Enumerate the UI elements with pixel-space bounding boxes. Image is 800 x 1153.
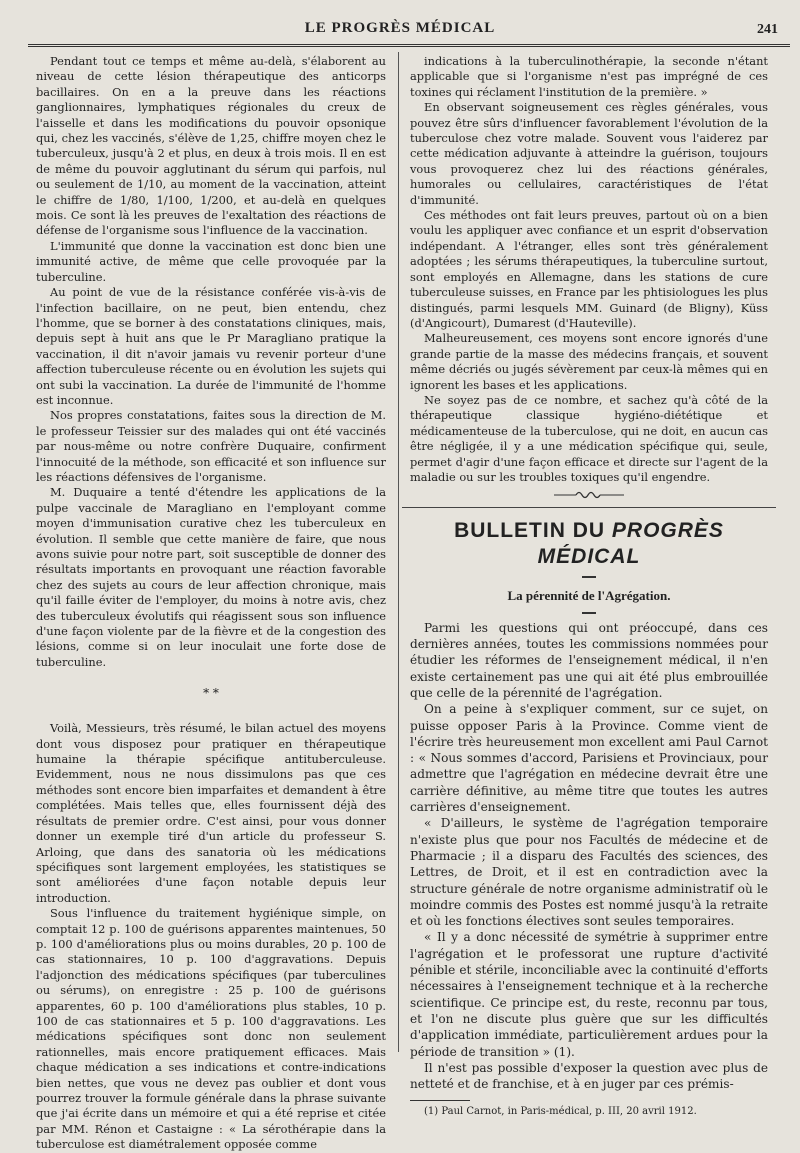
bulletin-title (410, 518, 768, 570)
page-number: 241 (757, 22, 778, 37)
paragraph: Au point de vue de la résistance conférée vis-à-vis de l'infection bacillaire, on ne peut, bien entendu, chez l'homme, que se borner à des constatations cliniques, mais, depuis sept à huit ans que le Pr Maragliano pratique la vaccination, il dit n'avoir jamais vu revenir porteur d'une affection tuberculeuse récente ou en évolution les sujets qui ont subi la vaccination. La durée de l'immunité de l'homme est inconnue. (36, 285, 386, 407)
paragraph: On a peine à s'expliquer comment, sur ce sujet, on puisse opposer Paris à la Province. Comme vient de l'écrire très heureusement mon excellent ami Paul Carnot : « Nous sommes d'accord, Parisiens et Provinciaux, pour admettre que l'agrégation en médecine devrait être une carrière définitive, au même titre que toutes les autres carrières d'enseignement. (410, 702, 768, 815)
short-rule (582, 576, 596, 578)
section-heading: La pérennité de l'Agrégation. (507, 588, 671, 604)
paragraph: indications à la tuberculinothérapie, la seconde n'étant applicable que si l'organisme n'est pas imprégné de ces toxines qui réclament l'institution de la première. » (410, 54, 768, 99)
running-title: LE PROGRÈS MÉDICAL (304, 20, 496, 36)
paragraph: L'immunité que donne la vaccination est donc bien une immunité active, de même que celle provoquée par la tuberculine. (36, 238, 386, 284)
paragraph: Pendant tout ce temps et même au-delà, s'élaborent au niveau de cette lésion thérapeutique des anticorps bacillaires. On en a la preuve dans les réactions ganglionnaires, lymphatiques régionales du creux de l'aisselle et dans les modifications du pouvoir opsonique qui, chez les vaccinés, s'élève de 1,25, chiffre moyen chez le tuberculeux, jusqu'à 2 et plus, en deux à trois mois. Il en est de même du pouvoir agglutinant du sérum qui parfois, nul ou seulement de 1/10, au moment de la vaccination, atteint le chiffre de 1/80, 1/100, 1/200, et au-delà en quelques mois. Ce sont là les preuves de l'exaltation des réactions de défense de l'organisme sous l'influence de la vaccination. (36, 54, 386, 238)
bulletin-title-italic: PROGRÈS MÉDICAL (537, 519, 724, 569)
paragraph: Il n'est pas possible d'exposer la question avec plus de netteté et de franchise, et à en juger par ces prémis- (410, 1060, 768, 1092)
paragraph: En observant soigneusement ces règles générales, vous pouvez être sûrs d'influencer favorablement l'évolution de la tuberculose chez votre malade. Souvent vous l'aiderez par cette médication adjuvante à atteindre la guérison, toujours vous provoquerez chez lui des réactions générales, humorales ou cellulaires, caractéristiques de l'état d'immunité. (410, 100, 768, 207)
paragraph: « Il y a donc nécessité de symétrie à supprimer entre l'agrégation et le professorat une rupture d'activité pénible et stérile, inconciliable avec la continuité d'efforts nécessaires à l'enseignement technique et à la recherche scientifique. Ce principe est, du reste, reconnu par tous, et l'on ne discute plus guère que sur les difficultés d'application immédiate, particulièrement ardues pour la période de transition » (1). (410, 930, 768, 1059)
paragraph: Ces méthodes ont fait leurs preuves, partout où on a bien voulu les appliquer avec confiance et un esprit d'observation indépendant. A l'étranger, elles sont très généralement adoptées ; les sérums thérapeutiques, la tuberculine surtout, sont employés en Allemagne, dans les stations de cure tuberculeuse suisses, en France par les phtisiologues les plus distingués, parmi lesquels MM. Guinard (de Bligny), Küss (d'Angicourt), Dumarest (d'Hauteville). (410, 208, 768, 330)
wave-ornament (410, 489, 768, 501)
footnote: (1) Paul Carnot, in Paris-médical, p. III, 20 avril 1912. (424, 1106, 697, 1118)
section-rule (402, 507, 776, 508)
paragraph: Sous l'influence du traitement hygiénique simple, on comptait 12 p. 100 de guérisons apparentes maintenues, 50 p. 100 d'améliorations plus ou moins durables, 20 p. 100 de cas stationnaires, 10 p. 100 d'aggravations. Depuis l'adjonction des médications spécifiques (par tuberculines ou sérums), on enregistre : 25 p. 100 de guérisons apparentes, 60 p. 100 d'améliorations plus stables, 10 p. 100 de cas stationnaires et 5 p. 100 d'aggravations. Les médications spécifiques sont donc non seulement rationnelles, mais encore pratiquement efficaces. Mais chaque médication a ses indications et contre-indications bien nettes, que vous ne devez pas oublier et dont vous pourrez trouver la formule générale dans la phrase suivante que j'ai écrite dans un mémoire et qui a été reprise et citée par MM. Rénon et Castaigne : « La sérothérapie dans la tuberculose est diamétralement opposée comme (36, 906, 386, 1152)
paragraph: Voilà, Messieurs, très résumé, le bilan actuel des moyens dont vous disposez pour pratiquer en thérapeutique humaine la thérapie spécifique antituberculeuse. Evidemment, nous ne nous dissimulons pas que ces méthodes sont encore bien imparfaites et demandent à être complétées. Mais telles que, elles fournissent déjà des résultats de premier ordre. C'est ainsi, pour vous donner donner un exemple tiré d'un article du professeur S. Arloing, que dans des sanatoria où les médications spécifiques sont largement employées, les statistiques se sont améliorées d'une façon notable depuis leur introduction. (36, 721, 386, 905)
bulletin-body (410, 620, 768, 1093)
paragraph: Nos propres constatations, faites sous la direction de M. le professeur Teissier sur des malades qui ont été vaccinés par nous-même ou notre confrère Duquaire, confirment l'innocuité de la méthode, son efficacité et son influence sur les réactions défensives de l'organisme. (36, 408, 386, 484)
asterism-separator: * * (203, 686, 219, 701)
footnote-rule (410, 1100, 470, 1101)
paragraph: M. Duquaire a tenté d'étendre les applications de la pulpe vaccinale de Maragliano en l'employant comme moyen d'immunisation curative chez les tuberculeux en évolution. Il semble que cette manière de faire, que nous avons suivie pour notre part, soit susceptible de donner des résultats importants en provoquant une réaction favorable chez des sujets au cours de leur affection chronique, mais qu'il faille éviter de l'employer, du moins à notre avis, chez des tuberculeux évolutifs qui réagissent sous son influence d'une façon violente par de la fièvre et de la congestion des lésions, comme si on leur inoculait une forte dose de tuberculine. (36, 485, 386, 669)
short-rule (582, 612, 596, 614)
header-rule (28, 44, 790, 47)
paragraph: Malheureusement, ces moyens sont encore ignorés d'une grande partie de la masse des médecins français, et souvent même décriés ou jugés sévèrement par ceux-là mêmes qui en ignorent les bases et les applications. (410, 331, 768, 392)
paragraph: Ne soyez pas de ce nombre, et sachez qu'à côté de la thérapeutique classique hygiéno-diététique et médicamenteuse de la tuberculose, qui ne doit, en aucun cas être négligée, il y a une médication spécifique qui, seule, permet d'agir d'une façon efficace et directe sur l'agent de la maladie ou sur les troubles toxiques qu'il engendre. (410, 392, 768, 484)
left-column (36, 54, 386, 1153)
bulletin-title-prefix: BULLETIN DU (454, 519, 612, 543)
right-column (410, 54, 768, 1119)
paragraph: Parmi les questions qui ont préoccupé, dans ces dernières années, toutes les commissions nommées pour étudier les réformes de l'enseignement médical, il n'en existe certainement pas une qui ait été plus embrouillée que celle de la pérennité de l'agrégation. (410, 620, 768, 700)
paragraph: « D'ailleurs, le système de l'agrégation temporaire n'existe plus que pour nos Facultés de médecine et de Pharmacie ; il a disparu des Facultés des sciences, des Lettres, de Droit, et il est en contradiction avec la structure générale de notre organisme administratif où le moindre commis des Postes est nommé jusqu'à la retraite et où les fonctions électives sont seules temporaires. (410, 816, 768, 929)
column-divider (398, 52, 399, 1052)
